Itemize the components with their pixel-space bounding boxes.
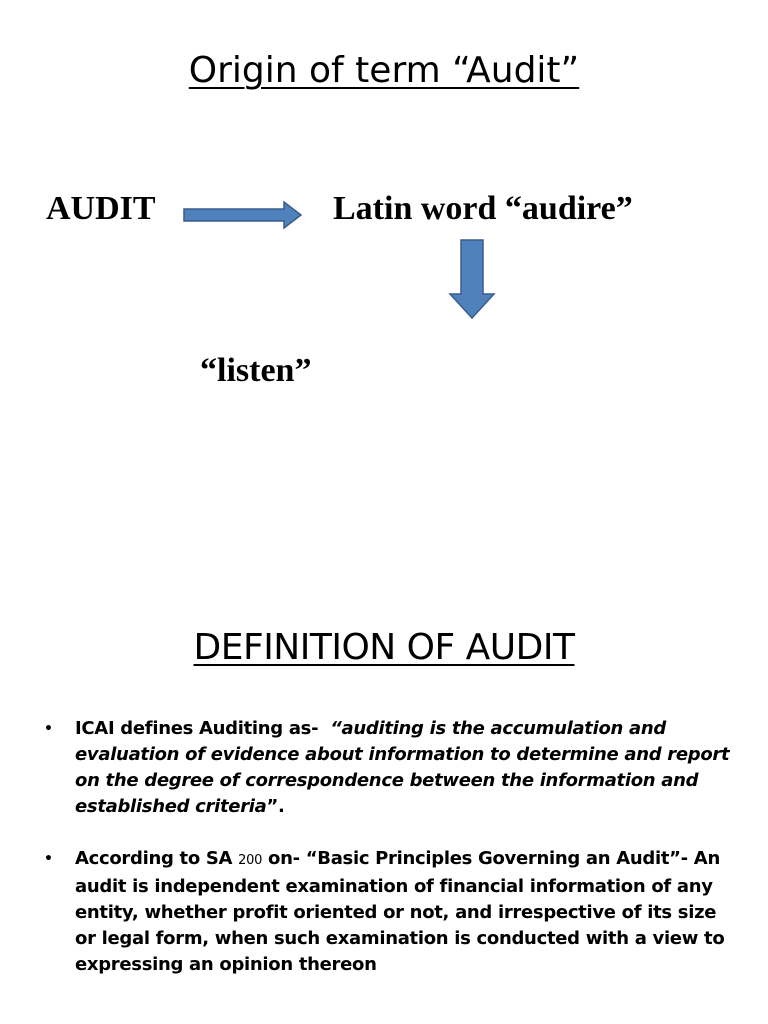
quote-close: ” bbox=[266, 796, 279, 817]
sa-number: 200 bbox=[238, 853, 263, 868]
bullet: • bbox=[44, 721, 53, 737]
term-audit: AUDIT bbox=[46, 190, 156, 227]
definition-item-sa200 bbox=[44, 846, 734, 978]
icai-definition-quote: auditing is the accumulation and evaluation of evidence about information to determine and report on the degree of correspondence between the information and established criteria bbox=[75, 718, 730, 817]
icai-lead: ICAI defines Auditing as- bbox=[75, 718, 319, 739]
definition-item-icai bbox=[44, 716, 734, 820]
slide-title-definition: DEFINITION OF AUDIT bbox=[193, 627, 575, 668]
arrow-down-icon bbox=[448, 238, 496, 320]
definition-list bbox=[44, 716, 734, 978]
meaning-listen: “listen” bbox=[200, 352, 312, 389]
slide-title-origin: Origin of term “Audit” bbox=[188, 50, 580, 91]
bullet: • bbox=[44, 851, 53, 867]
quote-open: “ bbox=[330, 718, 342, 739]
sa-lead: According to SA bbox=[75, 848, 233, 869]
arrow-right-icon bbox=[182, 200, 304, 230]
latin-origin-text: Latin word “audire” bbox=[333, 190, 633, 227]
sa200-definition: on- “Basic Principles Governing an Audit”- An audit is independent examination of financial information of any entity, whether profit oriented or not, and irrespective of its size or legal form, when such examination is conducted with a view to expressing an opinion thereon bbox=[75, 848, 725, 975]
period: . bbox=[278, 796, 285, 817]
